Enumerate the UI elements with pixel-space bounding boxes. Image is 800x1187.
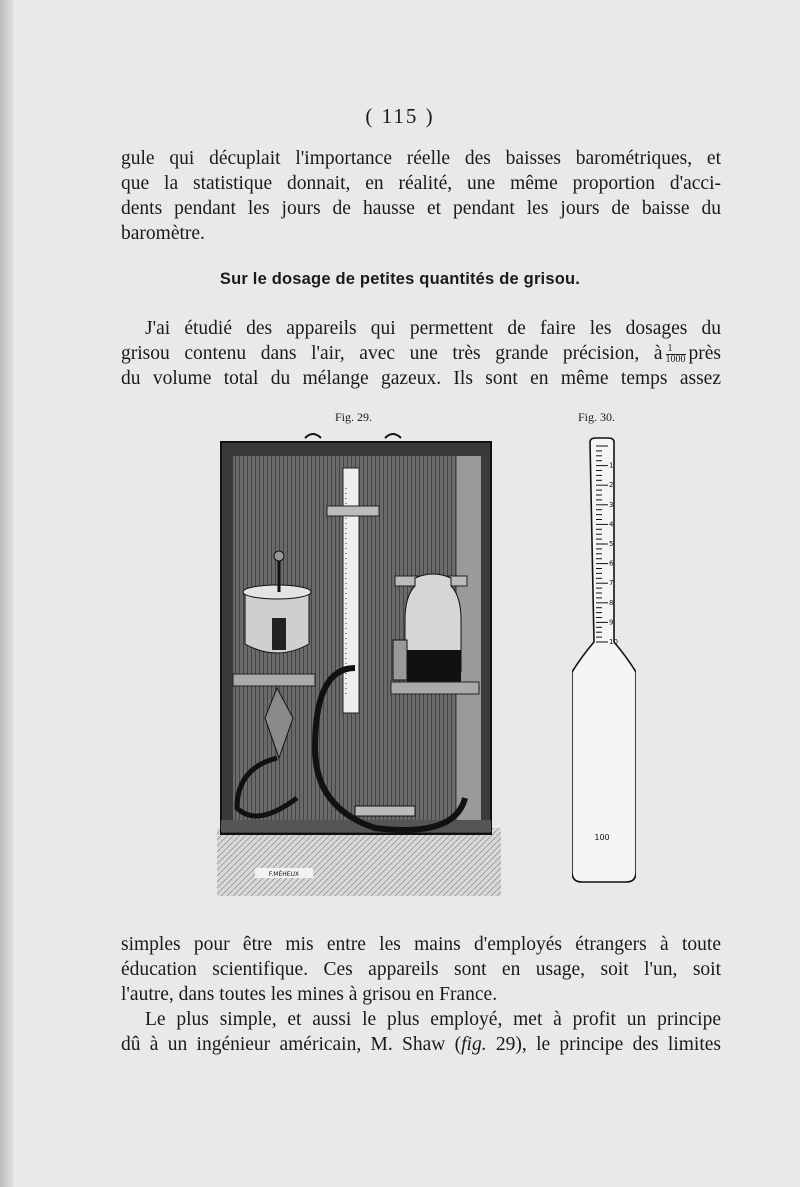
paragraph-3 (121, 932, 721, 1007)
text-line (121, 1032, 721, 1057)
text-line: du volume total du mélange gazeux. Ils sont en même temps assez (121, 368, 721, 389)
tube-scale-label: 6 (609, 559, 614, 568)
paragraph-1 (121, 146, 721, 246)
text-line: baromètre. (121, 223, 205, 244)
tube-scale-bottom-label: 100 (594, 833, 610, 842)
tube-scale-label: 2 (609, 481, 614, 490)
engraver-label: F.MÉHEUX (268, 871, 300, 878)
page-edge (0, 0, 14, 1187)
tube-scale-label: 5 (609, 540, 614, 548)
text-line: que la statistique donnait, en réalité, une même proportion d'acci- (121, 173, 721, 194)
tube-scale-label: 4 (609, 520, 614, 529)
text-span: 29), le principe des limites (486, 1034, 721, 1055)
tube-scale-label: 10 (609, 638, 618, 646)
paragraph-4 (121, 1007, 721, 1057)
tube-scale-label: 8 (609, 598, 614, 607)
fraction-numerator: 1 (666, 344, 686, 355)
text-span: dû à un ingénieur américain, M. Shaw ( (121, 1034, 462, 1055)
section-heading: Sur le dosage de petites quantités de grisou. (219, 270, 581, 288)
text-span: près (688, 343, 721, 364)
text-line (121, 341, 721, 366)
text-line: Le plus simple, et aussi le plus employé, met à profit un principe (145, 1009, 721, 1030)
tube-scale-label: 9 (609, 618, 614, 627)
page-number: ( 115 ) (365, 104, 435, 128)
fig-29-caption: Fig. 29. (335, 410, 373, 424)
paragraph-2 (121, 316, 721, 391)
fraction-denominator: 1000 (665, 354, 686, 366)
text-line: J'ai étudié des appareils qui permettent de faire les dosages du (145, 318, 721, 339)
text-span: grisou contenu dans l'air, avec une très grande précision, à (121, 343, 663, 364)
fig-reference: fig. (461, 1034, 487, 1055)
text-line: simples pour être mis entre les mains d'employés étrangers à toute (121, 934, 721, 955)
fig-30-caption: Fig. 30. (578, 410, 616, 424)
text-line: éducation scientifique. Ces appareils sont en usage, soit l'un, soit (121, 959, 721, 980)
tube-scale-label: 1 (609, 461, 614, 470)
tube-scale-label: 3 (609, 500, 614, 509)
tube-scale-label: 7 (609, 579, 614, 588)
text-line: dents pendant les jours de hausse et pendant les jours de baisse du (121, 198, 721, 219)
text-line: l'autre, dans toutes les mines à grisou en France. (121, 984, 498, 1005)
fig-29-apparatus-illustration (215, 428, 505, 898)
fraction (666, 344, 686, 365)
fig-30-graduated-tube-illustration (572, 436, 636, 886)
text-line: gule qui décuplait l'importance réelle des baisses barométriques, et (121, 148, 721, 169)
